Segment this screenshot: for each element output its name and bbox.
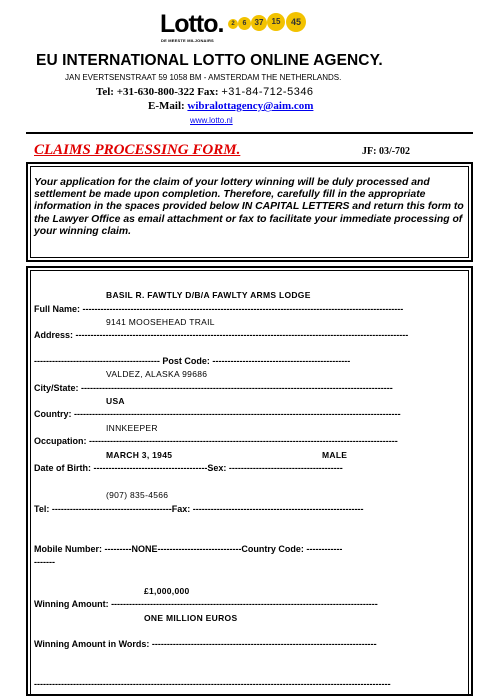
- logo-tagline: DE MEESTE MILJONAIRS: [161, 38, 214, 43]
- agency-name: EU INTERNATIONAL LOTTO ONLINE AGENCY.: [36, 52, 383, 69]
- header-divider: [26, 132, 473, 134]
- mobile-number-label: Mobile Number: ---------NONE----------------------------Country Code: ------------: [34, 544, 343, 554]
- tel-value[interactable]: (907) 835-4566: [106, 490, 169, 500]
- tel-label: Tel:: [96, 86, 117, 98]
- mobile-number-continuation: -------: [34, 557, 55, 567]
- lottery-balls: [226, 12, 326, 32]
- blank-line: -----------------------------------------------------------------------------------------------------------------------: [34, 679, 391, 689]
- lotto-logo: Lotto.: [160, 10, 224, 38]
- occupation-value[interactable]: INNKEEPER: [106, 423, 158, 433]
- post-code-label: ------------------------------------------ Post Code: ----------------------------------------------: [34, 356, 351, 366]
- date-of-birth-label: Date of Birth: --------------------------------------Sex: --------------------------------------: [34, 463, 343, 473]
- country-label: Country: -------------------------------------------------------------------------------------------------------------: [34, 409, 401, 419]
- reference-number: JF: 03/-702: [362, 146, 411, 157]
- fax-number: +31-84-712-5346: [221, 86, 314, 98]
- contact-email: [148, 100, 313, 112]
- website-link[interactable]: www.lotto.nl: [190, 116, 233, 125]
- form-box: [26, 266, 473, 696]
- winning-amount-value[interactable]: £1,000,000: [144, 586, 190, 596]
- city-state-value[interactable]: VALDEZ, ALASKA 99686: [106, 369, 208, 379]
- lottery-ball: 15: [267, 13, 285, 31]
- intro-text: Your application for the claim of your lottery winning will be duly processed and settlement be made upon completion. Therefore, carefully fill in the appropriate information in the spaces provided below IN CAPITAL LETTERS and return this form to the Lawyer Office as email attachment or fax to facilitate your immediate processing of your winning claim.: [34, 177, 464, 237]
- lottery-ball: 45: [286, 12, 306, 32]
- agency-address: JAN EVERTSENSTRAAT 59 1058 BM - AMSTERDAM THE NETHERLANDS.: [65, 73, 342, 82]
- sex-value[interactable]: MALE: [322, 450, 348, 460]
- occupation-label: Occupation: -------------------------------------------------------------------------------------------------------: [34, 436, 398, 446]
- lottery-ball: 2: [228, 19, 238, 29]
- full-name-label: Full Name: -----------------------------------------------------------------------------------------------------------: [34, 304, 404, 314]
- lottery-ball: 37: [251, 15, 267, 31]
- date-of-birth-value[interactable]: MARCH 3, 1945: [106, 450, 173, 460]
- country-value[interactable]: USA: [106, 396, 125, 406]
- city-state-label: City/State: --------------------------------------------------------------------------------------------------------: [34, 383, 393, 393]
- email-link[interactable]: wibralottagency@aim.com: [187, 100, 314, 112]
- contact-phones: [96, 86, 314, 98]
- fax-label: Fax:: [194, 86, 222, 98]
- address-label: Address: ---------------------------------------------------------------------------------------------------------------: [34, 330, 409, 340]
- winning-amount-words-label: Winning Amount in Words: ---------------------------------------------------------------------------: [34, 639, 377, 649]
- email-label: E-Mail:: [148, 100, 188, 112]
- lottery-ball: 6: [238, 17, 251, 30]
- form-title: CLAIMS PROCESSING FORM.: [34, 142, 241, 158]
- winning-amount-words-value[interactable]: ONE MILLION EUROS: [144, 613, 238, 623]
- address-value[interactable]: 9141 MOOSEHEAD TRAIL: [106, 317, 215, 327]
- full-name-value[interactable]: BASIL R. FAWTLY D/B/A FAWLTY ARMS LODGE: [106, 290, 311, 300]
- tel-fax-label: Tel: ----------------------------------------Fax: ---------------------------------------------------------: [34, 504, 364, 514]
- intro-box: [26, 162, 473, 262]
- tel-number: +31-630-800-322: [116, 86, 195, 98]
- winning-amount-label: Winning Amount: -----------------------------------------------------------------------------------------: [34, 599, 378, 609]
